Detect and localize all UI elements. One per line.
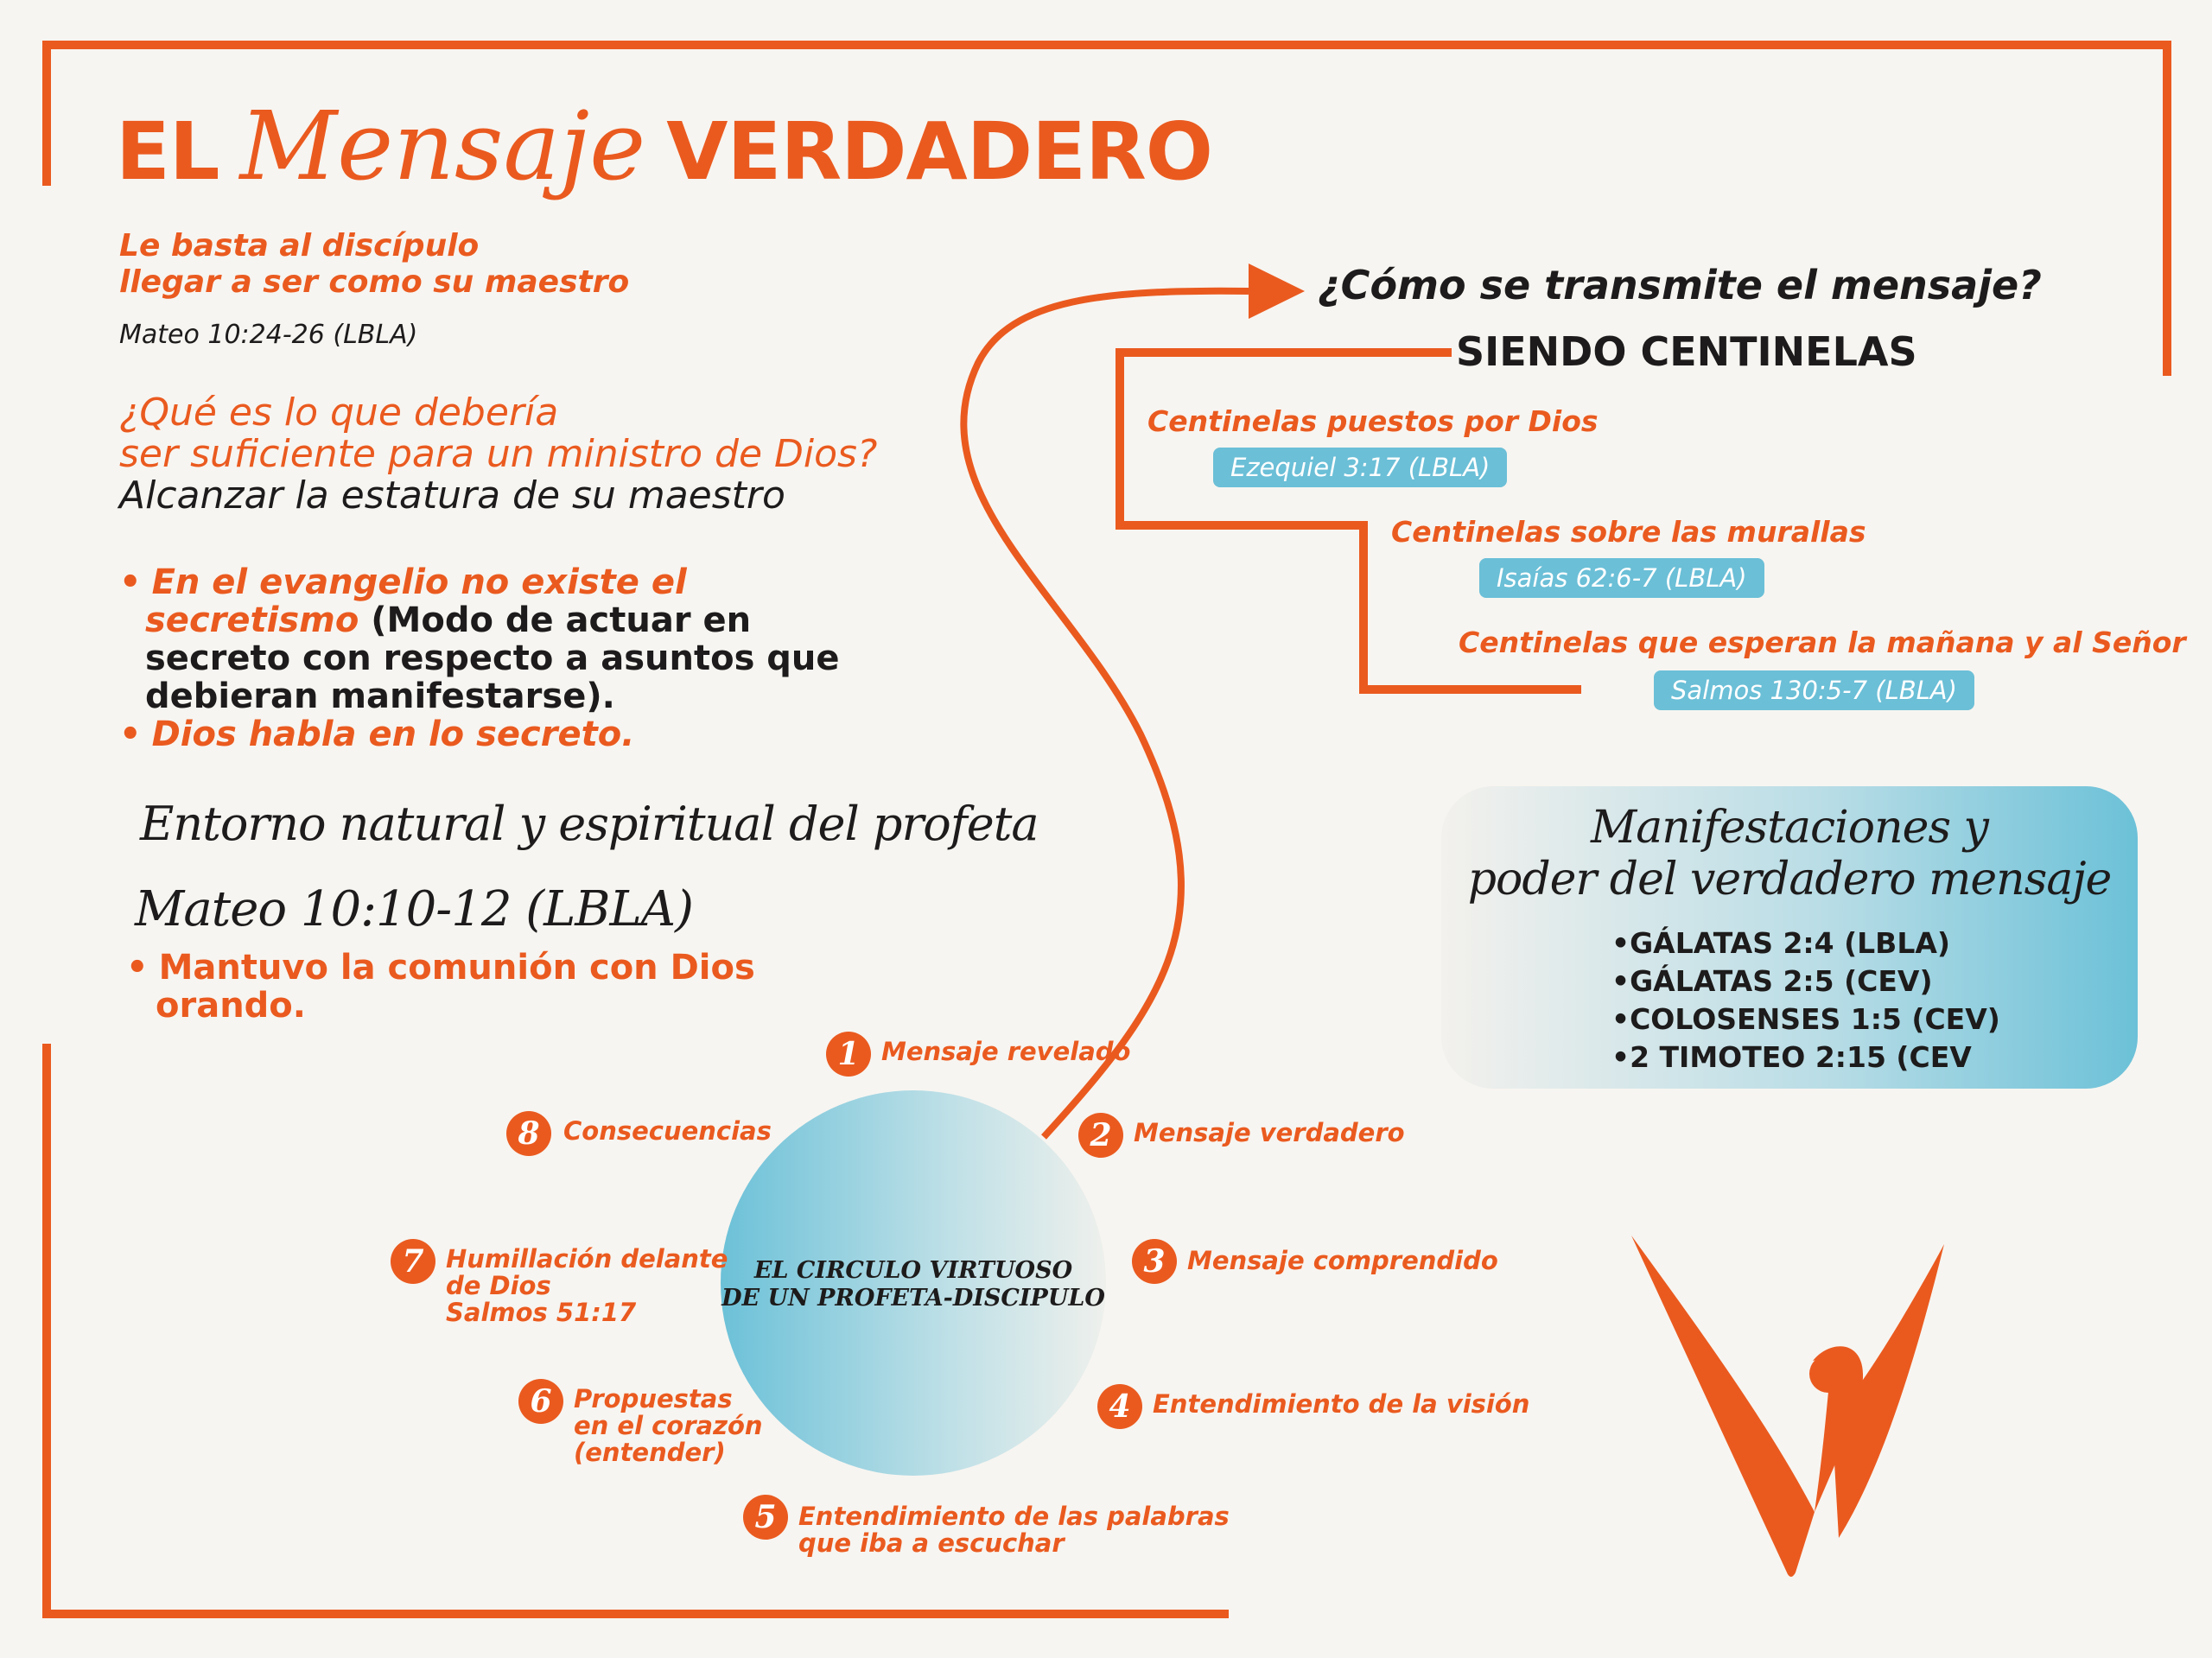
intro-line-2: llegar a ser como su maestro — [119, 264, 630, 300]
title-word-verdadero: VERDADERO — [666, 105, 1213, 198]
bullet-1-orange-2: secretismo — [145, 600, 359, 640]
bullet-dot: • — [126, 948, 149, 988]
transmit-question: ¿Cómo se transmite el mensaje? — [1318, 262, 2042, 308]
step-7-line-1: Humillación delante — [446, 1244, 728, 1274]
step-7-number: 7 — [391, 1239, 435, 1284]
circle-title — [721, 1257, 1106, 1312]
page-title — [116, 91, 1213, 201]
step-4-number: 4 — [1097, 1384, 1142, 1429]
centinela-ref-2: Isaías 62:6-7 (LBLA) — [1479, 558, 1764, 598]
manifestaciones-ref: •2 TIMOTEO 2:15 (CEV — [1611, 1040, 1972, 1074]
step-4-line-1: Entendimiento de la visión — [1153, 1389, 1530, 1419]
centinela-label-2: Centinelas sobre las murallas — [1391, 515, 1866, 549]
manifestaciones-ref: •GÁLATAS 2:5 (CEV) — [1611, 964, 1933, 998]
manifestaciones-title-2: poder del verdadero mensaje — [1467, 854, 2112, 905]
circle-title-1: EL CIRCULO VIRTUOSO — [753, 1257, 1073, 1284]
manifestaciones-ref: •COLOSENSES 1:5 (CEV) — [1611, 1002, 2000, 1036]
step-4-label — [1153, 1391, 1529, 1418]
question-answer: Alcanzar la estatura de su maestro — [119, 473, 785, 518]
bullet-1-dark-2: secreto con respecto a asuntos que — [145, 638, 840, 678]
step-8-line-1: Consecuencias — [563, 1116, 772, 1146]
step-3-line-1: Mensaje comprendido — [1187, 1246, 1498, 1275]
bullet-dot: • — [119, 715, 142, 754]
centinela-ref-1: Ezequiel 3:17 (LBLA) — [1213, 448, 1507, 487]
step-8-label — [563, 1118, 772, 1145]
entorno-bullet-line-2: orando. — [156, 986, 306, 1026]
step-5-label — [798, 1503, 1230, 1557]
step-7-line-2: de Dios — [446, 1271, 551, 1300]
title-word-mensaje: Mensaje — [239, 91, 646, 201]
manifestaciones-title-1: Manifestaciones y — [1591, 802, 1988, 854]
bullet-1-dark-3: debieran manifestarse). — [145, 677, 615, 716]
bullet-1-dark-1: (Modo de actuar en — [371, 600, 752, 640]
entorno-bullet — [126, 949, 755, 1025]
entorno-heading: Entorno natural y espiritual del profeta — [140, 797, 1039, 851]
step-6-number: 6 — [518, 1379, 563, 1424]
step-6-line-1: Propuestas — [574, 1384, 733, 1413]
intro-ref: Mateo 10:24-26 (LBLA) — [119, 320, 418, 350]
step-5-line-2: que iba a escuchar — [798, 1528, 1065, 1558]
manifestaciones-title — [1441, 802, 2138, 905]
secretismo-bullets — [119, 563, 840, 753]
centinela-label-3: Centinelas que esperan la mañana y al Señor — [1459, 626, 2186, 659]
centinela-label-1: Centinelas puestos por Dios — [1147, 404, 1599, 438]
manifestaciones-refs — [1611, 924, 2000, 1077]
question-line-2: ser suficiente para un ministro de Dios? — [119, 432, 878, 476]
step-7-line-3: Salmos 51:17 — [446, 1298, 637, 1327]
question-line-1: ¿Qué es lo que debería — [119, 391, 559, 435]
entorno-ref: Mateo 10:10-12 (LBLA) — [135, 881, 693, 937]
question-block — [119, 392, 877, 517]
bullet-2: Dios habla en lo secreto. — [151, 715, 635, 754]
step-5-number: 5 — [743, 1495, 788, 1540]
arrow-head — [1249, 264, 1305, 319]
step-8-number: 8 — [506, 1111, 551, 1156]
intro-text — [119, 228, 629, 301]
title-word-el: EL — [116, 105, 219, 198]
step-2-line-1: Mensaje verdadero — [1134, 1118, 1405, 1147]
centinela-ref-3: Salmos 130:5-7 (LBLA) — [1654, 670, 1974, 710]
intro-line-1: Le basta al discípulo — [119, 228, 480, 264]
step-6-label — [574, 1386, 763, 1466]
step-7-label — [446, 1246, 728, 1326]
bullet-1-orange-1: En el evangelio no existe el — [151, 562, 687, 602]
entorno-bullet-line-1: Mantuvo la comunión con Dios — [158, 948, 755, 988]
step-2-label — [1134, 1120, 1405, 1147]
circle-title-2: DE UN PROFETA-DISCIPULO — [721, 1285, 1105, 1312]
step-6-line-3: (entender) — [574, 1438, 726, 1467]
step-5-line-1: Entendimiento de las palabras — [798, 1502, 1230, 1531]
bullet-dot: • — [119, 562, 142, 602]
step-2-number: 2 — [1078, 1113, 1123, 1158]
orange-v-figure-logo — [1631, 1227, 1951, 1598]
transmit-answer: SIENDO CENTINELAS — [1456, 328, 1917, 375]
step-1-label — [881, 1039, 1130, 1065]
step-1-number: 1 — [826, 1032, 871, 1077]
step-3-label — [1187, 1248, 1498, 1274]
manifestaciones-ref: •GÁLATAS 2:4 (LBLA) — [1611, 926, 1950, 960]
step-3-number: 3 — [1132, 1239, 1177, 1284]
step-1-line-1: Mensaje revelado — [881, 1037, 1131, 1066]
step-6-line-2: en el corazón — [574, 1411, 763, 1440]
